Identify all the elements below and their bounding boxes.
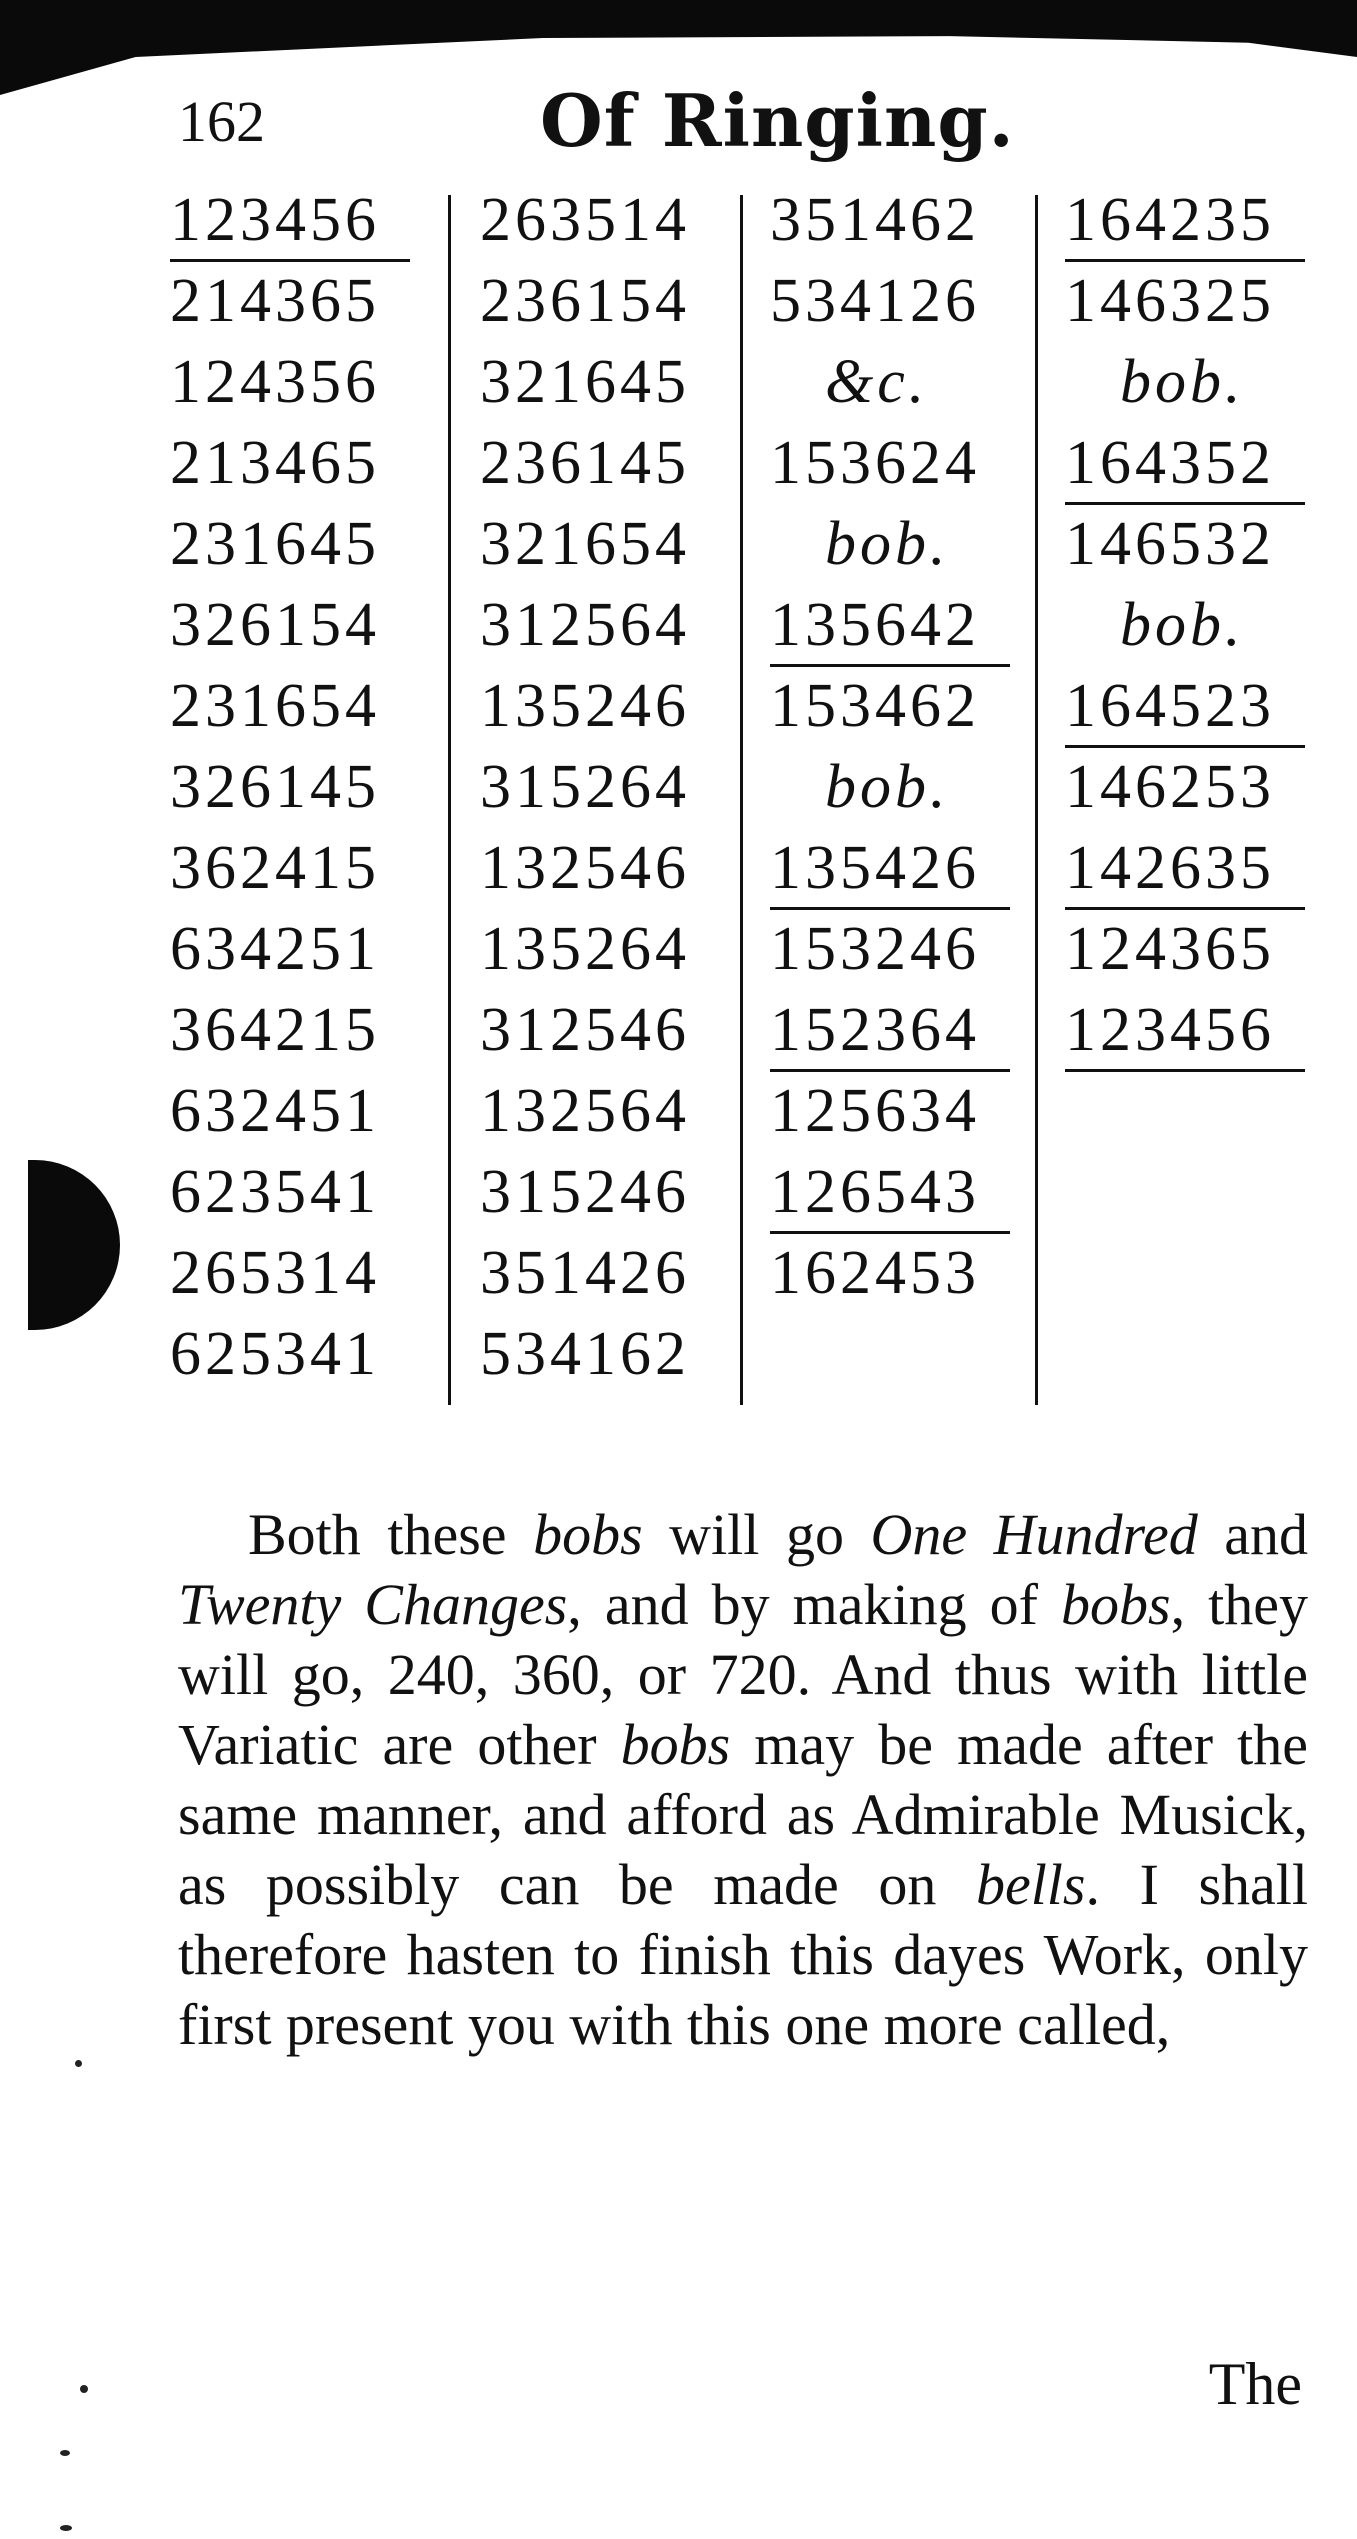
text-run: and [1197,1502,1308,1567]
text-run: are other [358,1712,621,1777]
change-row: 153624 [770,429,980,497]
column-rule [740,195,743,1405]
text-run: may be made after the same manner, and afford as Admirable Musick, as possibly can be made on [178,1712,1308,1917]
change-row: 213465 [170,429,380,497]
change-row: 326145 [170,753,380,821]
change-row: 124365 [1065,915,1275,983]
row-underline [1065,745,1305,748]
change-row: 231654 [170,672,380,740]
change-row: 634251 [170,915,380,983]
text-run: Both these [248,1502,534,1567]
page-number: 162 [178,89,265,154]
running-title: Of Ringing. [540,78,1015,163]
change-row: 362415 [170,834,380,902]
row-underline [770,1069,1010,1072]
change-row: 164352 [1065,429,1275,497]
change-row: 231645 [170,510,380,578]
change-row: 312564 [480,591,690,659]
row-underline [770,907,1010,910]
italic-phrase: bobs [533,1502,643,1567]
change-row: 152364 [770,996,980,1064]
text-run: . I shall therefore hasten to finish this dayes Work, only first present you with this one more called, [178,1852,1309,2057]
change-row: 321645 [480,348,690,416]
change-row: 326154 [170,591,380,659]
change-row: 164235 [1065,186,1275,254]
change-row: 351462 [770,186,980,254]
change-ringing-table [170,185,1310,1425]
binding-shadow [28,1160,120,1330]
row-underline [1065,502,1305,505]
text-run: will go [642,1502,871,1567]
change-row: 135642 [770,591,980,659]
row-underline [1065,259,1305,262]
change-row: 142635 [1065,834,1275,902]
change-row: 132564 [480,1077,690,1145]
row-underline [1065,907,1305,910]
change-row: 123456 [1065,996,1275,1064]
change-row: 135426 [770,834,980,902]
change-row: 162453 [770,1239,980,1307]
catchword: The [1208,2351,1302,2417]
change-row: 534162 [480,1320,690,1388]
change-row: 632451 [170,1077,380,1145]
paper-speck [75,2060,82,2067]
change-row: 623541 [170,1158,380,1226]
change-row: 125634 [770,1077,980,1145]
text-run: , and by making of [567,1572,1062,1637]
change-row: bob. [1120,591,1245,659]
row-underline [1065,1069,1305,1072]
change-row: 146325 [1065,267,1275,335]
row-underline [770,664,1010,667]
change-row: 124356 [170,348,380,416]
paper-speck [80,2385,88,2393]
page-header [170,78,1290,178]
italic-phrase: bobs [1061,1572,1171,1637]
change-row: bob. [825,753,950,821]
text-run: , they will go, 240, 360, or 720. And thus with little Variatic [178,1572,1308,1777]
change-row: bob. [825,510,950,578]
change-row: 236145 [480,429,690,497]
column-rule [448,195,451,1405]
change-row: 265314 [170,1239,380,1307]
paper-speck [60,2525,72,2531]
change-row: 625341 [170,1320,380,1388]
change-row: 164523 [1065,672,1275,740]
change-row: 126543 [770,1158,980,1226]
change-row: 123456 [170,186,380,254]
change-row: 315264 [480,753,690,821]
body-paragraph [178,1500,1308,2060]
change-row: 321654 [480,510,690,578]
change-row: 153462 [770,672,980,740]
paper-speck [60,2450,70,2456]
change-row: 132546 [480,834,690,902]
change-row: &c. [825,348,929,416]
italic-phrase: bobs [620,1712,731,1777]
change-row: 315246 [480,1158,690,1226]
change-row: 214365 [170,267,380,335]
italic-phrase: One Hundred [870,1502,1198,1567]
change-row: 263514 [480,186,690,254]
change-row: 135264 [480,915,690,983]
change-row: 236154 [480,267,690,335]
change-row: 351426 [480,1239,690,1307]
italic-phrase: bells [975,1852,1086,1917]
row-underline [770,1231,1010,1234]
change-row: 146532 [1065,510,1275,578]
change-row: 153246 [770,915,980,983]
row-underline [170,259,410,262]
change-row: 312546 [480,996,690,1064]
change-row: bob. [1120,348,1245,416]
change-row: 534126 [770,267,980,335]
change-row: 135246 [480,672,690,740]
change-row: 364215 [170,996,380,1064]
column-rule [1035,195,1038,1405]
italic-phrase: Twenty Changes [178,1572,568,1637]
paragraph-text [178,1500,1308,2060]
change-row: 146253 [1065,753,1275,821]
